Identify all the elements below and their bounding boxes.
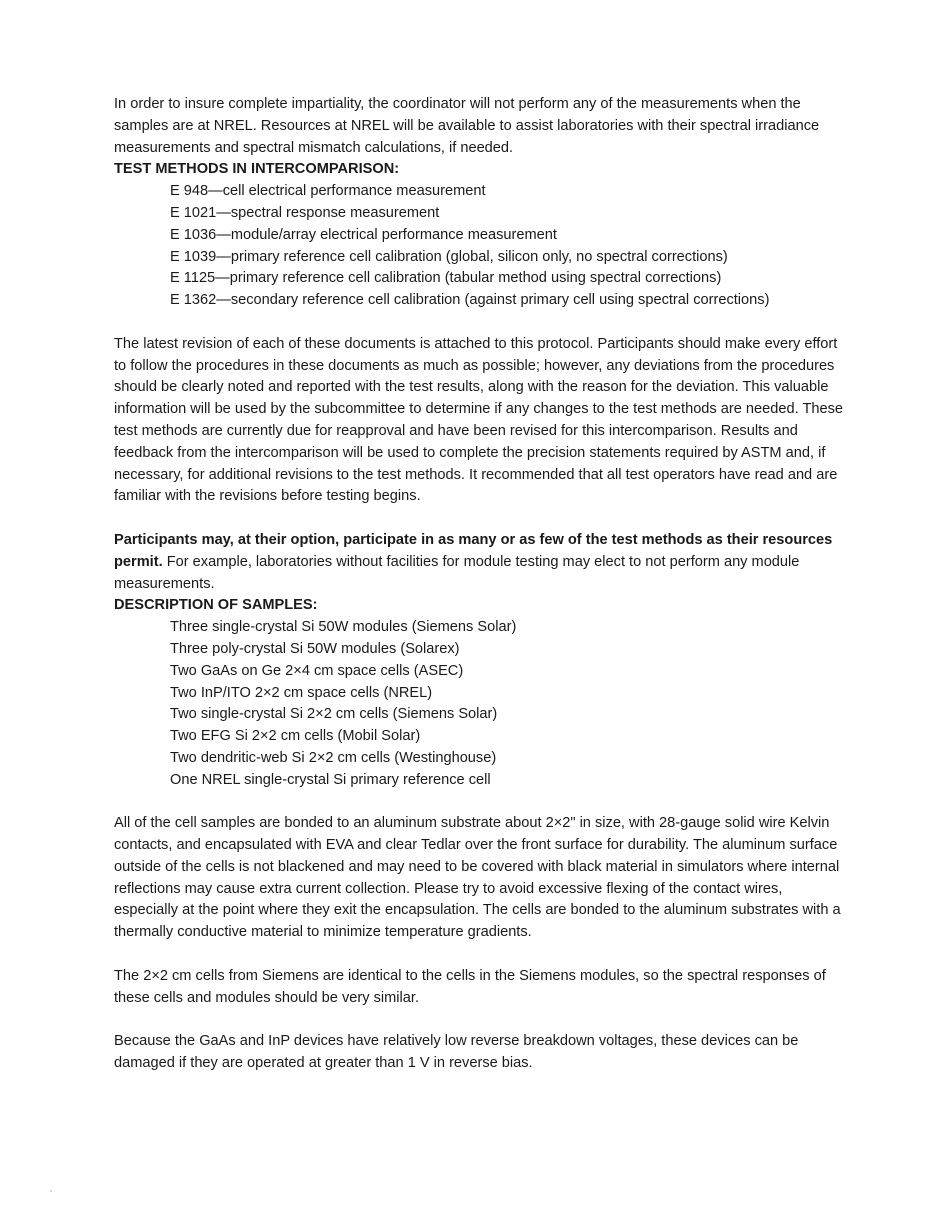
list-item: Two GaAs on Ge 2×4 cm space cells (ASEC) xyxy=(170,662,464,679)
breakdown-paragraph: Because the GaAs and InP devices have relatively low reverse breakdown voltages, these devices can be damaged if they are operated at greater than 1 V in reverse bias. xyxy=(114,1033,799,1072)
list-item: Two single-crystal Si 2×2 cm cells (Siemens Solar) xyxy=(170,706,498,723)
list-item: One NREL single-crystal Si primary reference cell xyxy=(170,771,491,788)
samples-list xyxy=(114,617,844,791)
list-item: E 1021—spectral response measurement xyxy=(170,204,440,221)
scan-speck xyxy=(50,1190,52,1192)
test-methods-heading: TEST METHODS IN INTERCOMPARISON: xyxy=(114,161,400,178)
list-item: E 1036—module/array electrical performance measurement xyxy=(170,226,557,243)
list-item: Two InP/ITO 2×2 cm space cells (NREL) xyxy=(170,684,433,701)
list-item: E 948—cell electrical performance measurement xyxy=(170,183,486,200)
test-methods-list xyxy=(114,181,844,312)
list-item: E 1362—secondary reference cell calibration (against primary cell using spectral corrections) xyxy=(170,292,770,309)
list-item: Two dendritic-web Si 2×2 cm cells (Westinghouse) xyxy=(170,749,497,766)
samples-heading: DESCRIPTION OF SAMPLES: xyxy=(114,597,318,614)
participation-bold-text: Participants may, at their option, participate in as many or as few of the test methods as their resources permit. xyxy=(114,531,833,570)
revision-paragraph: The latest revision of each of these documents is attached to this protocol. Participants should make every effort to follow the procedures in these documents as much as possible; however, any deviations from the procedures should be clearly noted and reported with the test results, along with the reason for the deviation. This valuable information will be used by the subcommittee to determine if any changes to the test methods are needed. These test methods are currently due for reapproval and have been revised for this intercomparison. Results and feedback from the intercomparison will be used to complete the precision statements required by ASTM and, if necessary, for additional revisions to the test methods. It recommended that all test operators have read and are familiar with the revisions before testing begins. xyxy=(114,335,844,505)
siemens-paragraph: The 2×2 cm cells from Siemens are identical to the cells in the Siemens modules, so the spectral responses of these cells and modules should be very similar. xyxy=(114,967,826,1006)
document-page xyxy=(114,94,844,1075)
list-item: Two EFG Si 2×2 cm cells (Mobil Solar) xyxy=(170,728,421,745)
list-item: E 1125—primary reference cell calibration (tabular method using spectral corrections) xyxy=(170,270,722,287)
intro-paragraph: In order to insure complete impartiality, the coordinator will not perform any of the measurements when the samples are at NREL. Resources at NREL will be available to assist laboratories with their spectral irradiance measurements and spectral mismatch calculations, if needed. xyxy=(114,96,820,156)
list-item: Three single-crystal Si 50W modules (Siemens Solar) xyxy=(170,619,517,636)
bonding-paragraph: All of the cell samples are bonded to an aluminum substrate about 2×2" in size, with 28-gauge solid wire Kelvin contacts, and encapsulated with EVA and clear Tedlar over the front surface for durability. The aluminum surface outside of the cells is not blackened and may need to be covered with black material in simulators where internal reflections may cause extra current collection. Please try to avoid excessive flexing of the contact wires, especially at the point where they exit the encapsulation. The cells are bonded to the aluminum substrates with a thermally conductive material to minimize temperature gradients. xyxy=(114,815,841,941)
participation-rest-text: For example, laboratories without facilities for module testing may elect to not perform any module measurements. xyxy=(114,553,800,592)
list-item: Three poly-crystal Si 50W modules (Solarex) xyxy=(170,640,460,657)
participation-paragraph xyxy=(114,530,844,595)
list-item: E 1039—primary reference cell calibration (global, silicon only, no spectral corrections) xyxy=(170,248,728,265)
